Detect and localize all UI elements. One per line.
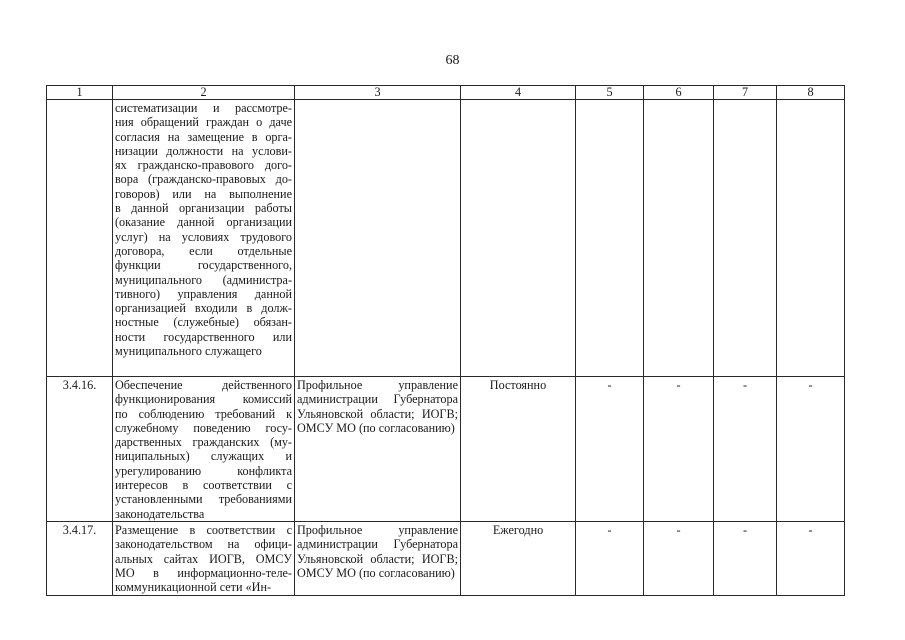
text-line: ОМСУ МО (по согласованию) <box>297 565 455 580</box>
text-line: дарственных гражданских (му- <box>115 435 292 450</box>
table-row-continuation <box>47 100 845 377</box>
text-line: ния обращений граждан о даче <box>115 115 292 130</box>
text-line: муниципального служащего <box>115 344 262 359</box>
column-header: 8 <box>777 86 845 100</box>
table-header-row <box>47 86 845 100</box>
cell-col6: - <box>644 522 714 596</box>
text-line: говоров) или на выполнение <box>115 186 292 201</box>
cell-col8: - <box>777 377 845 522</box>
text-line: низации должности на услови- <box>115 143 292 158</box>
plan-table <box>46 85 845 596</box>
text-line: функции государственного, <box>115 258 292 273</box>
text-line: Ульяновской области; ИОГВ; <box>297 551 458 566</box>
column-header: 1 <box>47 86 113 100</box>
cell-col5: - <box>576 377 644 522</box>
text-line: урегулированию конфликта <box>115 463 292 478</box>
text-line: альных сайтах ИОГВ, ОМСУ <box>115 551 292 566</box>
column-header: 6 <box>644 86 714 100</box>
cell-col6: - <box>644 377 714 522</box>
cell-responsible <box>295 522 461 596</box>
cell-col7: - <box>714 377 777 522</box>
text-line: в данной организации работы <box>115 201 292 216</box>
cell-description <box>113 377 295 522</box>
text-line: организацией входили в долж- <box>115 301 292 316</box>
text-line: договора, если отдельные <box>115 243 292 258</box>
column-header: 5 <box>576 86 644 100</box>
page-number: 68 <box>445 53 460 68</box>
text-line: услуг) на условиях трудового <box>115 229 292 244</box>
cell-col8: - <box>777 522 845 596</box>
cell-number <box>47 100 113 377</box>
text-line: ОМСУ МО (по согласованию) <box>297 420 455 435</box>
table-row <box>47 377 845 522</box>
cell-term <box>461 100 576 377</box>
cell-term: Постоянно <box>461 377 576 522</box>
text-line: МО в информационно-теле- <box>115 565 292 580</box>
text-line: муниципального (администра- <box>115 272 292 287</box>
text-line: Профильное управление <box>297 523 458 537</box>
text-line: согласия на замещение в орга- <box>115 129 292 144</box>
column-header: 7 <box>714 86 777 100</box>
cell-col7 <box>714 100 777 377</box>
text-line: коммуникационной сети «Ин- <box>115 580 272 595</box>
cell-responsible <box>295 100 461 377</box>
text-line: по соблюдению требований к <box>115 406 292 421</box>
text-line: ях гражданско-правового дого- <box>115 158 292 173</box>
text-line: Обеспечение действенного <box>115 378 292 392</box>
text-line: функционирования комиссий <box>115 392 292 407</box>
column-header: 4 <box>461 86 576 100</box>
cell-number: 3.4.16. <box>47 377 113 522</box>
text-line: тивного) управления данной <box>115 286 292 301</box>
cell-col5: - <box>576 522 644 596</box>
text-line: интересов в соответствии с <box>115 478 292 493</box>
column-header: 3 <box>295 86 461 100</box>
text-line: ности государственного или <box>115 329 292 344</box>
text-line: служебному поведению госу- <box>115 420 292 435</box>
text-line: Размещение в соответствии с <box>115 523 292 537</box>
table-row <box>47 522 845 596</box>
text-line: законодательства <box>115 506 205 521</box>
cell-col5 <box>576 100 644 377</box>
text-line: ностные (служебные) обязан- <box>115 315 292 330</box>
text-line: законодательством на офици- <box>115 537 292 552</box>
text-line: (оказание данной организации <box>115 215 292 230</box>
text-line: Ульяновской области; ИОГВ; <box>297 406 458 421</box>
cell-description <box>113 100 295 377</box>
text-line: Профильное управление <box>297 378 458 392</box>
cell-responsible <box>295 377 461 522</box>
text-line: систематизации и рассмотре- <box>115 101 292 115</box>
cell-col7: - <box>714 522 777 596</box>
cell-number: 3.4.17. <box>47 522 113 596</box>
text-line: вора (гражданско-правовых до- <box>115 172 292 187</box>
text-line: администрации Губернатора <box>297 537 458 552</box>
text-line: ниципальных) служащих и <box>115 449 292 464</box>
cell-col8 <box>777 100 845 377</box>
column-header: 2 <box>113 86 295 100</box>
cell-description <box>113 522 295 596</box>
cell-col6 <box>644 100 714 377</box>
text-line: установленными требованиями <box>115 492 292 507</box>
text-line: администрации Губернатора <box>297 392 458 407</box>
cell-term: Ежегодно <box>461 522 576 596</box>
